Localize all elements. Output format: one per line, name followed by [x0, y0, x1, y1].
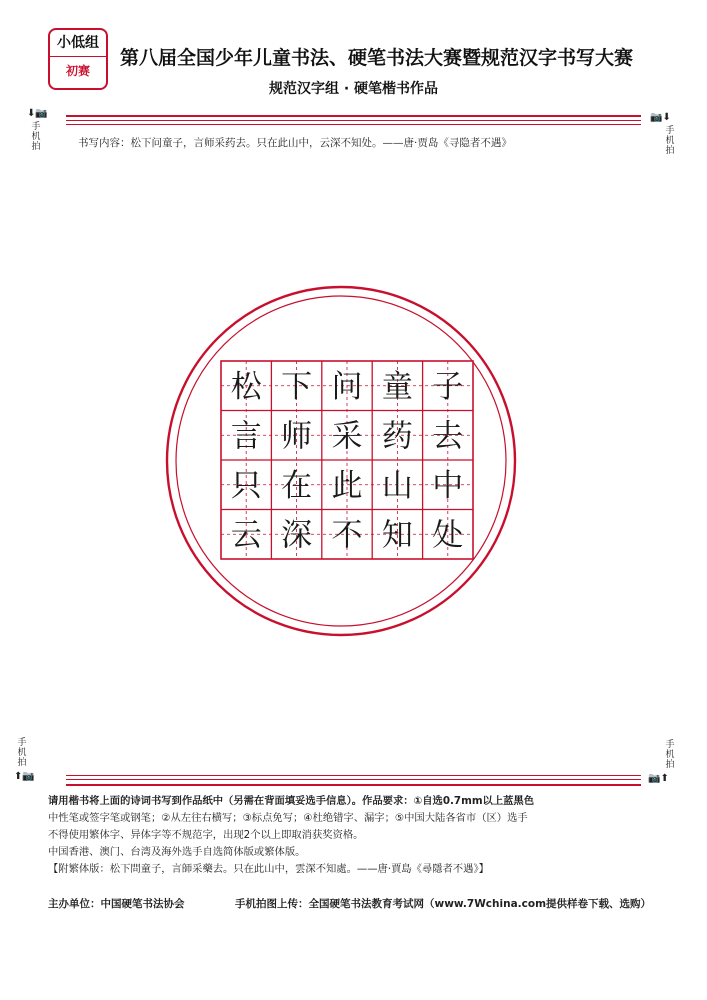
instruction-line: 请用楷书将上面的诗词书写到作品纸中（另需在背面填妥选手信息）。作品要求：①自选0.7mm以上蓝黑色 [48, 795, 535, 807]
page-subtitle: 规范汉字组 · 硬笔楷书作品 [268, 81, 439, 97]
grid-character: 童 [381, 368, 413, 405]
instruction-line: 中性笔或签字笔或钢笔；②从左往右横写；③标点免写；④杜绝错字、漏字；⑤中国大陆各省市（区）选手 [48, 812, 528, 824]
grid-character: 师 [281, 418, 313, 455]
grid-character: 山 [381, 467, 413, 504]
grid-character: 只 [230, 467, 262, 504]
grid-character: 言 [230, 418, 262, 455]
footer-organizer: 主办单位：中国硬笔书法协会 [48, 898, 185, 910]
instruction-line: 不得使用繁体字、异体字等不规范字，出现2个以上即取消获奖资格。 [48, 829, 364, 841]
grid-character: 深 [281, 517, 313, 554]
writing-content: 书写内容：松下问童子，言师采药去。只在此山中，云深不知处。——唐·贾岛《寻隐者不遇》 [78, 137, 512, 149]
grid-character: 问 [331, 368, 363, 405]
camera-icon: 📷 [35, 108, 48, 119]
camera-icon: 📷 [22, 771, 35, 782]
arrow-up-icon: ⬆ [14, 771, 23, 782]
bottom-rule-thin [66, 775, 641, 776]
instructions [48, 793, 668, 878]
grid-character: 药 [381, 418, 413, 455]
footer-upload: 手机拍图上传：全国硬笔书法教育考试网（www.7Wchina.com提供样卷下载、选购） [235, 898, 652, 910]
character-grid [221, 361, 473, 559]
bottom-rule-thick [66, 784, 641, 786]
arrow-down-icon: ⬇ [27, 108, 36, 119]
grid-character: 知 [381, 517, 413, 554]
corner-marker-bottom-left [14, 771, 35, 782]
grid-character: 中 [432, 467, 464, 504]
arrow-down-icon: ⬇ [662, 112, 671, 123]
grid-character: 在 [281, 467, 313, 504]
badge-stage-label: 初赛 [65, 64, 90, 78]
grid-character: 处 [432, 517, 464, 554]
badge-group-label: 小低组 [50, 30, 106, 57]
instruction-line: 【附繁体版：松下問童子，言師采藥去。只在此山中，雲深不知處。——唐·賈島《尋隱者不遇》】 [48, 863, 489, 875]
grid-character: 采 [331, 418, 363, 455]
side-label-top-right: 手机拍 [665, 126, 675, 156]
camera-icon: 📷 [650, 112, 663, 123]
grid-character: 下 [281, 368, 313, 405]
side-label-bottom-right: 手机拍 [665, 740, 675, 770]
camera-icon: 📷 [648, 773, 661, 784]
side-label-bottom-left: 手机拍 [17, 738, 27, 768]
grid-character: 不 [331, 517, 363, 554]
grid-character: 松 [230, 368, 262, 405]
grid-character: 云 [230, 517, 262, 554]
grid-character: 去 [432, 418, 464, 455]
arrow-up-icon: ⬆ [660, 773, 669, 784]
instruction-line: 中国香港、澳门、台湾及海外选手自选简体版或繁体版。 [48, 846, 306, 858]
corner-marker-bottom-right [648, 773, 669, 784]
page-title: 第八届全国少年儿童书法、硬笔书法大赛暨规范汉字书写大赛 [120, 47, 634, 69]
grid-character: 子 [432, 368, 464, 405]
side-label-top-left: 手机拍 [31, 122, 41, 152]
bottom-rule-thin-2 [66, 779, 641, 780]
grid-character: 此 [331, 467, 363, 504]
